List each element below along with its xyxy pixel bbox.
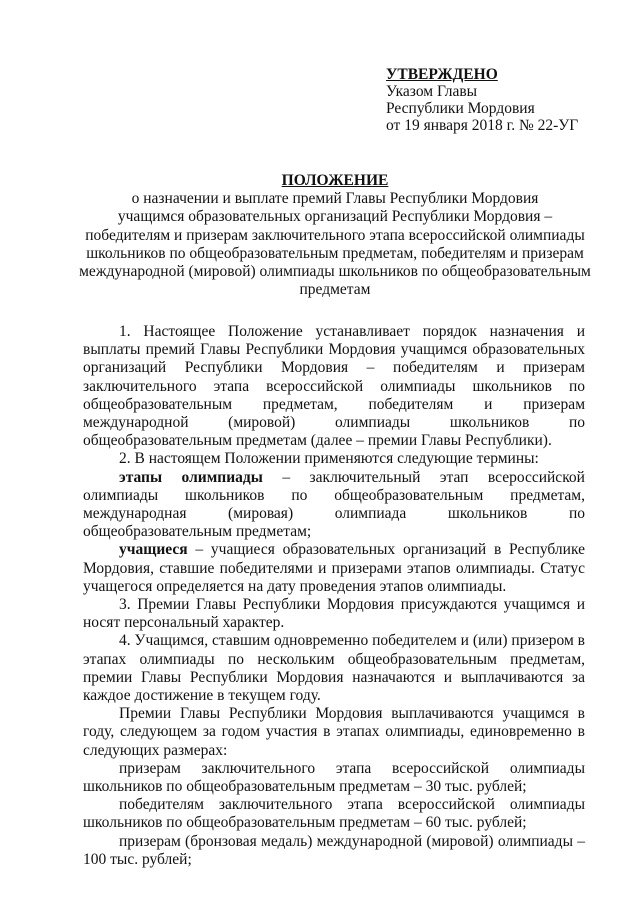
approval-line: Республики Мордовия: [386, 100, 535, 117]
paragraph-7: Премии Главы Республики Мордовия выплачиваются учащимся в году, следующем за годом участия в этапах олимпиады, единовременно в следующих размерах:: [83, 705, 585, 759]
paragraph-9: победителям заключительного этапа всероссийской олимпиады школьников по общеобразовательным предметам – 60 тыс. рублей;: [83, 796, 585, 832]
title-line: международной (мировой) олимпиады школьников по общеобразовательным: [79, 263, 591, 281]
paragraph-10: призерам (бронзовая медаль) международной (мировой) олимпиады – 100 тыс. рублей;: [83, 832, 585, 868]
approval-line: Указом Главы: [386, 83, 478, 100]
title-line: предметам: [299, 281, 371, 299]
approval-stamp: [386, 66, 578, 134]
term-olympiad-stages: этапы олимпиады: [119, 468, 263, 486]
term-definition: – заключительный этап всероссийской олимпиады школьников по общеобразовательным предметам, международная (мировая) олимпиада школьников по общеобразовательным предметам;: [83, 468, 585, 541]
term-definition: – учащиеся образовательных организаций в Республике Мордовия, ставшие победителями и призерами этапов олимпиады. Статус учащегося определяется на дату проведения этапов олимпиады.: [83, 541, 585, 595]
paragraph-2: 2. В настоящем Положении применяются следующие термины:: [119, 450, 539, 468]
document-body: [83, 323, 585, 869]
document-title: ПОЛОЖЕНИЕ: [281, 172, 389, 189]
paragraph-8: призерам заключительного этапа всероссийской олимпиады школьников по общеобразовательным предметам – 30 тыс. рублей;: [83, 759, 585, 796]
paragraph-6: 4. Учащимся, ставшим одновременно победителем и (или) призером в этапах олимпиады по нескольким общеобразовательным предметам, премии Главы Республики Мордовия назначаются и выплачиваются за каждое достижение в текущем году.: [83, 632, 585, 705]
approval-date-line: от 19 января 2018 г. № 22-УГ: [386, 117, 579, 134]
title-line: победителям и призерам заключительного этапа всероссийской олимпиады: [85, 226, 585, 244]
paragraph-3: [83, 469, 585, 542]
paragraph-4: [83, 541, 585, 596]
title-line: учащимся образовательных организаций Республики Мордовия –: [117, 208, 553, 226]
term-students: учащиеся: [119, 541, 188, 559]
document-title-block: [70, 172, 600, 299]
paragraph-5: 3. Премии Главы Республики Мордовия присуждаются учащимся и носят персональный характер.: [83, 596, 585, 632]
approval-heading: УТВЕРЖДЕНО: [386, 66, 498, 83]
paragraph-1: 1. Настоящее Положение устанавливает порядок назначения и выплаты премий Главы Республики Мордовия учащимся образовательных организаций Республики Мордовия – победителям и призерам заключительного этапа всероссийской олимпиады школьников по общеобразовательным предметам, победителям и призерам международной (мировой) олимпиады школьников по общеобразовательным предметам (далее – премии Главы Республики).: [83, 323, 585, 450]
title-line: школьников по общеобразовательным предметам, победителям и призерам: [86, 244, 584, 262]
title-line: о назначении и выплате премий Главы Республики Мордовия: [131, 190, 539, 208]
